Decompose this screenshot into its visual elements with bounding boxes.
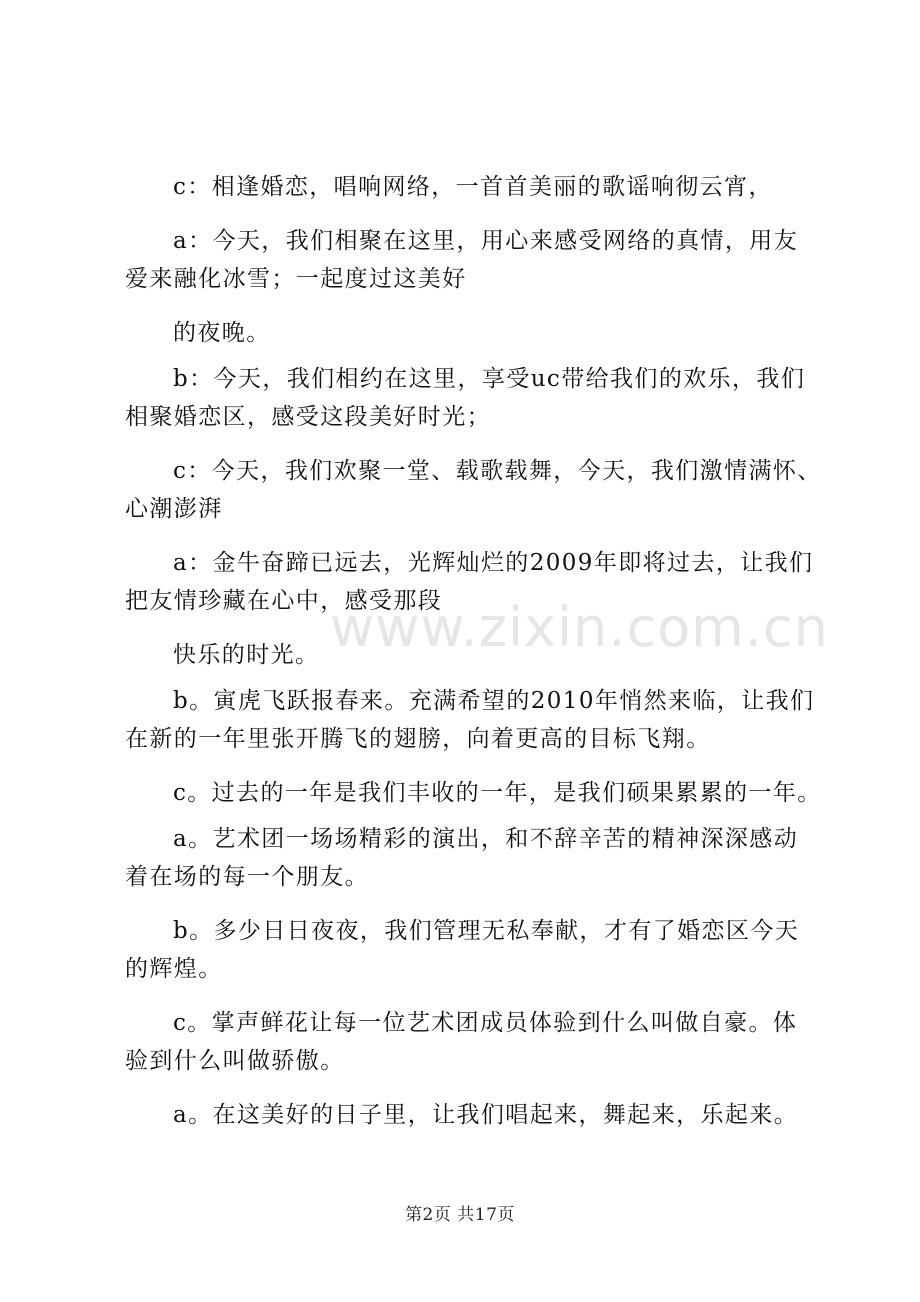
paragraph	[125, 1004, 815, 1080]
paragraph-line: c。掌声鲜花让每一位艺术团成员体验到什么叫做自豪。体	[173, 1010, 798, 1036]
paragraph-line: 验到什么叫做骄傲。	[125, 1048, 345, 1074]
paragraph-line: 快乐的时光。	[173, 642, 320, 668]
paragraph-line: 的夜晚。	[173, 320, 271, 346]
paragraph-line: a。在这美好的日子里，让我们唱起来，舞起来，乐起来。	[173, 1102, 799, 1128]
paragraph-line: a：今天，我们相聚在这里，用心来感受网络的真情，用友	[173, 228, 799, 254]
paragraph	[125, 222, 815, 298]
paragraph-line: 着在场的每一个朋友。	[125, 864, 369, 890]
paragraph-line: b。寅虎飞跃报春来。充满希望的2010年悄然来临，让我们	[173, 688, 815, 714]
paragraph	[125, 360, 815, 436]
paragraph	[125, 820, 815, 896]
paragraph	[125, 774, 822, 812]
paragraph-line: 在新的一年里张开腾飞的翅膀，向着更高的目标飞翔。	[125, 726, 711, 752]
paragraph-line: 的辉煌。	[125, 956, 223, 982]
paragraph-line: c：相逢婚恋，唱响网络，一首首美丽的歌谣响彻云宵，	[173, 174, 773, 200]
paragraph	[125, 682, 815, 758]
paragraph-line: 爱来融化冰雪；一起度过这美好	[125, 266, 467, 292]
paragraph	[125, 168, 815, 206]
paragraph	[125, 912, 815, 988]
paragraph-line: c：今天，我们欢聚一堂、载歌载舞，今天，我们激情满怀、	[173, 458, 822, 484]
paragraph	[125, 314, 815, 352]
paragraph-line: 把友情珍藏在心中，感受那段	[125, 588, 443, 614]
paragraph-line: a：金牛奋蹄已远去，光辉灿烂的2009年即将过去，让我们	[173, 550, 814, 576]
page-footer: 第2页 共17页	[405, 1205, 515, 1225]
paragraph-line: b。多少日日夜夜，我们管理无私奉献，才有了婚恋区今天	[173, 918, 800, 944]
paragraph-line: 心潮澎湃	[125, 496, 223, 522]
paragraph	[125, 1096, 815, 1134]
paragraph-line: a。艺术团一场场精彩的演出，和不辞辛苦的精神深深感动	[173, 826, 799, 852]
paragraph-line: 相聚婚恋区，感受这段美好时光；	[125, 404, 491, 430]
watermark: www.zixin.com.cn	[330, 596, 829, 659]
paragraph-line: b：今天，我们相约在这里，享受uc带给我们的欢乐，我们	[173, 366, 806, 392]
paragraph	[125, 452, 822, 528]
paragraph-line: c。过去的一年是我们丰收的一年，是我们硕果累累的一年。	[173, 780, 822, 806]
